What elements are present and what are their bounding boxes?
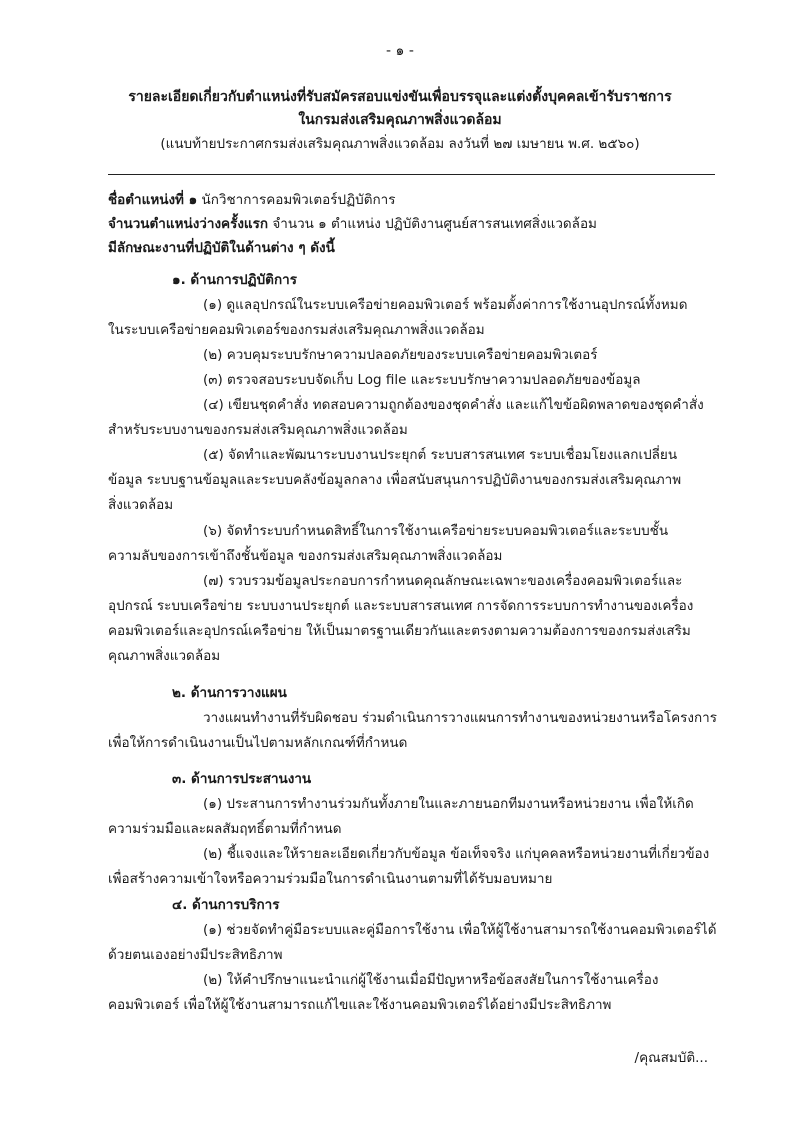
position-name-label: ชื่อตำแหน่งที่ ๑	[108, 192, 198, 208]
section-3-item-1-line-2: ความร่วมมือและผลสัมฤทธิ์ตามที่กำหนด	[108, 821, 342, 837]
continued-marker: /คุณสมบัติ...	[634, 1050, 708, 1066]
page-number: - ๑ -	[386, 43, 414, 59]
section-3-item-2-line-1: (๒) ชี้แจงและให้รายละเอียดเกี่ยวกับข้อมูล ข้อเท็จจริง แก่บุคคลหรือหน่วยงานที่เกี่ยวข้อง	[203, 846, 710, 862]
section-1-item-2: (๒) ควบคุมระบบรักษาความปลอดภัยของระบบเครือข่ายคอมพิวเตอร์	[203, 347, 598, 363]
section-1-item-1-line-1: (๑) ดูแลอุปกรณ์ในระบบเครือข่ายคอมพิวเตอร์ พร้อมตั้งค่าการใช้งานอุปกรณ์ทั้งหมด	[203, 297, 688, 313]
section-1-item-7-line-1: (๗) รวบรวมข้อมูลประกอบการกำหนดคุณลักษณะเฉพาะของเครื่องคอมพิวเตอร์และ	[203, 573, 683, 589]
section-1-item-1-line-2: ในระบบเครือข่ายคอมพิวเตอร์ของกรมส่งเสริมคุณภาพสิ่งแวดล้อม	[108, 322, 485, 338]
section-1-heading: ๑. ด้านการปฏิบัติการ	[172, 272, 297, 288]
section-1-item-7-line-2: อุปกรณ์ ระบบเครือข่าย ระบบงานประยุกต์ และระบบสารสนเทศ การจัดการระบบการทำงานของเครื่อง	[108, 598, 694, 614]
section-4-item-1-line-2: ด้วยตนเองอย่างมีประสิทธิภาพ	[108, 947, 283, 963]
section-2-heading: ๒. ด้านการวางแผน	[172, 685, 287, 701]
section-4-item-2-line-1: (๒) ให้คำปรึกษาแนะนำแก่ผู้ใช้งานเมื่อมีปัญหาหรือข้อสงสัยในการใช้งานเครื่อง	[203, 972, 659, 988]
document-subtitle: (แนบท้ายประกาศกรมส่งเสริมคุณภาพสิ่งแวดล้อม ลงวันที่ ๒๗ เมษายน พ.ศ. ๒๕๖๐)	[160, 136, 640, 152]
vacancy-label: จำนวนตำแหน่งว่างครั้งแรก	[108, 216, 269, 232]
document-title-line-2: ในกรมส่งเสริมคุณภาพสิ่งแวดล้อม	[298, 112, 502, 128]
section-4-item-2-line-2: คอมพิวเตอร์ เพื่อให้ผู้ใช้งานสามารถแก้ไขและใช้งานคอมพิวเตอร์ได้อย่างมีประสิทธิภาพ	[108, 997, 612, 1013]
section-3-item-2-line-2: เพื่อสร้างความเข้าใจหรือความร่วมมือในการดำเนินงานตามที่ได้รับมอบหมาย	[108, 871, 553, 887]
section-3-item-1-line-1: (๑) ประสานการทำงานร่วมกันทั้งภายในและภายนอกทีมงานหรือหน่วยงาน เพื่อให้เกิด	[203, 796, 694, 812]
section-1-item-3: (๓) ตรวจสอบระบบจัดเก็บ Log file และระบบรักษาความปลอดภัยของข้อมูล	[203, 372, 641, 388]
section-2-paragraph-line-1: วางแผนทำงานที่รับผิดชอบ ร่วมดำเนินการวางแผนการทำงานของหน่วยงานหรือโครงการ	[203, 710, 717, 726]
section-1-item-5-line-2: ข้อมูล ระบบฐานข้อมูลและระบบคลังข้อมูลกลาง เพื่อสนับสนุนการปฏิบัติงานของกรมส่งเสริมคุณภาพ	[108, 472, 682, 488]
section-1-item-6-line-2: ความลับของการเข้าถึงชั้นข้อมูล ของกรมส่งเสริมคุณภาพสิ่งแวดล้อม	[108, 548, 503, 564]
vacancy-value: จำนวน ๑ ตำแหน่ง ปฏิบัติงานศูนย์สารสนเทศสิ่งแวดล้อม	[272, 216, 597, 232]
document-title-line-1: รายละเอียดเกี่ยวกับตำแหน่งที่รับสมัครสอบแข่งขันเพื่อบรรจุและแต่งตั้งบุคคลเข้ารับราชการ	[128, 89, 672, 105]
position-name-value: นักวิชาการคอมพิวเตอร์ปฏิบัติการ	[201, 192, 396, 208]
section-1-item-6-line-1: (๖) จัดทำระบบกำหนดสิทธิ์ในการใช้งานเครือข่ายระบบคอมพิวเตอร์และระบบชั้น	[203, 523, 669, 539]
section-1-item-7-line-4: คุณภาพสิ่งแวดล้อม	[108, 648, 221, 664]
section-4-item-1-line-1: (๑) ช่วยจัดทำคู่มือระบบและคู่มือการใช้งาน เพื่อให้ผู้ใช้งานสามารถใช้งานคอมพิวเตอร์ได้	[203, 922, 717, 938]
section-1-item-4-line-1: (๔) เขียนชุดคำสั่ง ทดสอบความถูกต้องของชุดคำสั่ง และแก้ไขข้อผิดพลาดของชุดคำสั่ง	[203, 397, 704, 413]
section-1-item-5-line-1: (๕) จัดทำและพัฒนาระบบงานประยุกต์ ระบบสารสนเทศ ระบบเชื่อมโยงแลกเปลี่ยน	[203, 447, 678, 463]
duties-intro: มีลักษณะงานที่ปฏิบัติในด้านต่าง ๆ ดังนี้	[108, 240, 335, 256]
section-2-paragraph-line-2: เพื่อให้การดำเนินงานเป็นไปตามหลักเกณฑ์ที่กำหนด	[108, 735, 408, 751]
section-1-item-4-line-2: สำหรับระบบงานของกรมส่งเสริมคุณภาพสิ่งแวดล้อม	[108, 422, 408, 438]
section-1-item-7-line-3: คอมพิวเตอร์และอุปกรณ์เครือข่าย ให้เป็นมาตรฐานเดียวกันและตรงตามความต้องการของกรมส่งเสริม	[108, 623, 691, 639]
vacancy-count	[108, 214, 597, 234]
section-4-heading: ๔. ด้านการบริการ	[172, 897, 280, 913]
position-name	[108, 190, 395, 210]
section-1-item-5-line-3: สิ่งแวดล้อม	[108, 497, 174, 513]
section-3-heading: ๓. ด้านการประสานงาน	[172, 771, 312, 787]
header-divider	[108, 174, 715, 175]
